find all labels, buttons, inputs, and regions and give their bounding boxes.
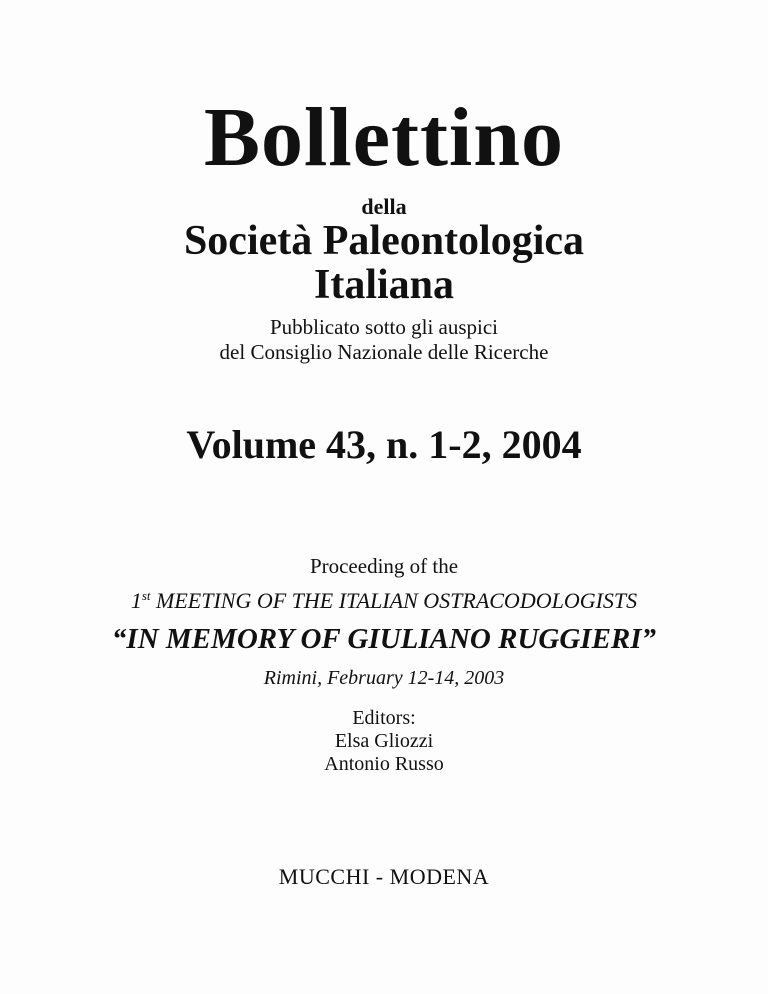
journal-title: Bollettino xyxy=(204,91,564,184)
published-under-line2: del Consiglio Nazionale delle Ricerche xyxy=(219,340,549,364)
meeting-ordinal: 1 xyxy=(130,588,142,613)
meeting-ordinal-suffix: st xyxy=(141,588,151,603)
della-text: della xyxy=(361,194,407,219)
memory-title: “IN MEMORY OF GIULIANO RUGGIERI” xyxy=(111,623,657,655)
editors-label: Editors: xyxy=(352,707,416,729)
editor-name: Antonio Russo xyxy=(324,753,444,775)
published-under-line1: Pubblicato sotto gli auspici xyxy=(269,315,499,339)
place-and-date: Rimini, February 12-14, 2003 xyxy=(263,667,505,689)
proceeding-label: Proceeding of the xyxy=(309,554,459,578)
publisher-imprint: MUCCHI - MODENA xyxy=(278,864,490,889)
society-name-line1: Società Paleontologica xyxy=(183,218,585,264)
editor-name: Elsa Gliozzi xyxy=(334,730,434,752)
meeting-title xyxy=(0,586,768,616)
meeting-title-text: MEETING OF THE ITALIAN OSTRACODOLOGISTS xyxy=(150,588,638,613)
volume-info: Volume 43, n. 1-2, 2004 xyxy=(186,422,582,467)
society-name-line2: Italiana xyxy=(313,262,455,308)
